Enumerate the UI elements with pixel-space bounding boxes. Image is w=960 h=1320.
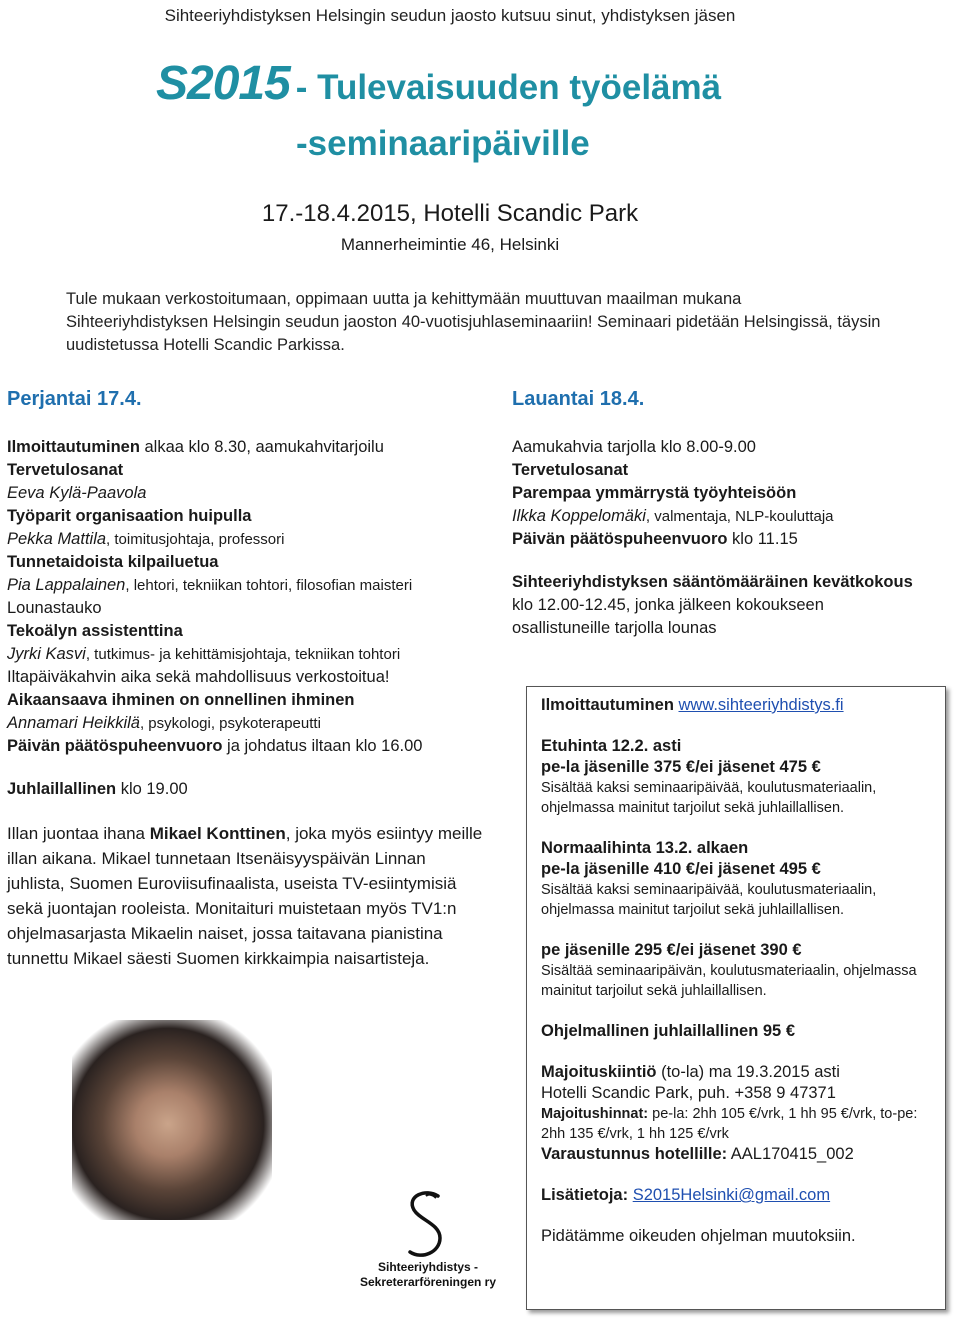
saturday-closing: Päivän päätöspuheenvuoro klo 11.15 — [512, 530, 798, 548]
hotel-phone: Hotelli Scandic Park, puh. +358 9 47371 — [541, 1084, 836, 1102]
talk1-speaker-line: Pekka Mattila, toimitusjohtaja, professori — [7, 530, 285, 548]
friday-price-block — [541, 940, 931, 1001]
talk2-title: Tunnetaidoista kilpailuetua — [7, 553, 219, 571]
sat-talk1-title: Parempaa ymmärrystä työyhteisöön — [512, 484, 797, 502]
early-price-includes: Sisältää kaksi seminaaripäivää, koulutusmateriaalin, ohjelmassa mainitut tarjoilut sekä juhlaillallisen. — [541, 780, 877, 816]
saturday-welcome: Tervetulosanat — [512, 461, 629, 479]
host-photo — [72, 1020, 272, 1220]
intro-line: Sihteeriyhdistyksen Helsingin seudun jaosto kutsuu sinut, yhdistyksen jäsen — [164, 6, 736, 25]
talk4-speaker-line: Annamari Heikkilä, psykologi, psykoterapeutti — [7, 714, 321, 732]
saturday-coffee: Aamukahvia tarjolla klo 8.00-9.00 — [512, 438, 756, 456]
s2015-logo: S2015 — [156, 57, 290, 110]
association-name: Sihteeriyhdistys - Sekreterarföreningen ry — [359, 1260, 497, 1289]
address: Mannerheimintie 46, Helsinki — [340, 235, 560, 254]
early-price: pe-la jäsenille 375 €/ei jäsenet 475 € — [541, 758, 821, 776]
dinner-price: Ohjelmallinen juhlaillallinen 95 € — [541, 1022, 795, 1040]
friday-program — [7, 436, 497, 971]
spring-meeting-text: klo 12.00-12.45, jonka jälkeen kokoukseen osallistuneille tarjolla lounas — [512, 596, 824, 637]
normal-price-includes: Sisältää kaksi seminaaripäivää, koulutusmateriaalin, ohjelmassa mainitut tarjoilut sekä juhlaillallisen. — [541, 882, 877, 918]
registration-link[interactable]: www.sihteeriyhdistys.fi — [678, 696, 844, 714]
friday-heading: Perjantai 17.4. — [7, 388, 142, 410]
s-logo-icon — [398, 1190, 458, 1262]
normal-price-block — [541, 838, 931, 920]
accommodation-quota: Majoituskiintiö (to-la) ma 19.3.2015 asti — [541, 1063, 840, 1081]
saturday-heading: Lauantai 18.4. — [512, 388, 645, 410]
afternoon-coffee: Iltapäiväkahvin aika sekä mahdollisuus verkostoitua! — [7, 668, 390, 686]
lunch-break: Lounastauko — [7, 599, 102, 617]
accommodation-rates: Majoitushinnat: pe-la: 2hh 105 €/vrk, 1 hh 95 €/vrk, to-pe: 2hh 135 €/vrk, 1 hh 125 €/vrk — [541, 1106, 918, 1142]
spring-meeting-title: Sihteeriyhdistyksen sääntömääräinen kevätkokous — [512, 573, 913, 591]
date-location: 17.-18.4.2015, Hotelli Scandic Park — [261, 200, 639, 227]
disclaimer: Pidätämme oikeuden ohjelman muutoksiin. — [541, 1227, 856, 1245]
sat-talk1-speaker-line: Ilkka Koppelomäki, valmentaja, NLP-kouluttaja — [512, 507, 834, 525]
friday-price: pe jäsenille 295 €/ei jäsenet 390 € — [541, 941, 802, 959]
gala-dinner: Juhlaillallinen klo 19.00 — [7, 780, 188, 798]
contact-email-link[interactable]: S2015Helsinki@gmail.com — [632, 1186, 831, 1204]
saturday-program — [512, 436, 952, 640]
host-paragraph: Illan juontaa ihana Mikael Konttinen, joka myös esiintyy meille illan aikana. Mikael tunnetaan Itsenäisyyspäivän Linnan juhlista, Suomen Euroviisufinaalista, useista TV-esiintymisiä sekä juontajan rooleista. Monitaituri muistetaan myös TV1:n ohjelmasarjasta Mikaelin naiset, jossa taitavana pianistina tunnettu Mikael säesti Suomen kirkkaimpia naisartisteja. — [7, 824, 483, 968]
friday-welcome: Tervetulosanat — [7, 461, 124, 479]
title-part2: -seminaaripäiville — [296, 124, 590, 163]
early-price-title: Etuhinta 12.2. asti — [541, 737, 682, 755]
seminar-title-line1 — [156, 56, 721, 111]
friday-closing: Päivän päätöspuheenvuoro ja johdatus iltaan klo 16.00 — [7, 737, 423, 755]
talk4-title: Aikaansaava ihminen on onnellinen ihminen — [7, 691, 355, 709]
normal-price: pe-la jäsenille 410 €/ei jäsenet 495 € — [541, 860, 821, 878]
early-price-block — [541, 736, 931, 818]
talk1-title: Työparit organisaation huipulla — [7, 507, 252, 525]
friday-price-includes: Sisältää seminaaripäivän, koulutusmateriaalin, ohjelmassa mainitut tarjoilut sekä juhlaillallisen. — [541, 963, 917, 999]
talk2-speaker-line: Pia Lappalainen, lehtori, tekniikan tohtori, filosofian maisteri — [7, 576, 413, 594]
intro-paragraph: Tule mukaan verkostoitumaan, oppimaan uutta ja kehittymään muuttuvan maailman mukana Sihteeriyhdistyksen Helsingin seudun jaoston 40-vuotisjuhlaseminaariin! Seminaari pidetään Helsingissä, täysin uudistetussa Hotelli Scandic Parkissa. — [66, 290, 881, 354]
registration-line: Ilmoittautuminen www.sihteeriyhdistys.fi — [541, 696, 844, 714]
accommodation-block — [541, 1062, 931, 1165]
registration-info-box — [526, 686, 946, 1310]
booking-code: Varaustunnus hotellille: AAL170415_002 — [541, 1145, 854, 1163]
friday-welcome-speaker: Eeva Kylä-Paavola — [7, 484, 147, 502]
title-part1: - Tulevaisuuden työelämä — [295, 68, 722, 107]
talk3-title: Tekoälyn assistenttina — [7, 622, 183, 640]
friday-registration: Ilmoittautuminen alkaa klo 8.30, aamukahvitarjoilu — [7, 438, 384, 456]
talk3-speaker-line: Jyrki Kasvi, tutkimus- ja kehittämisjohtaja, tekniikan tohtori — [7, 645, 401, 663]
more-info-line: Lisätietoja: S2015Helsinki@gmail.com — [541, 1186, 831, 1204]
normal-price-title: Normaalihinta 13.2. alkaen — [541, 839, 749, 857]
association-logo — [338, 1190, 518, 1300]
